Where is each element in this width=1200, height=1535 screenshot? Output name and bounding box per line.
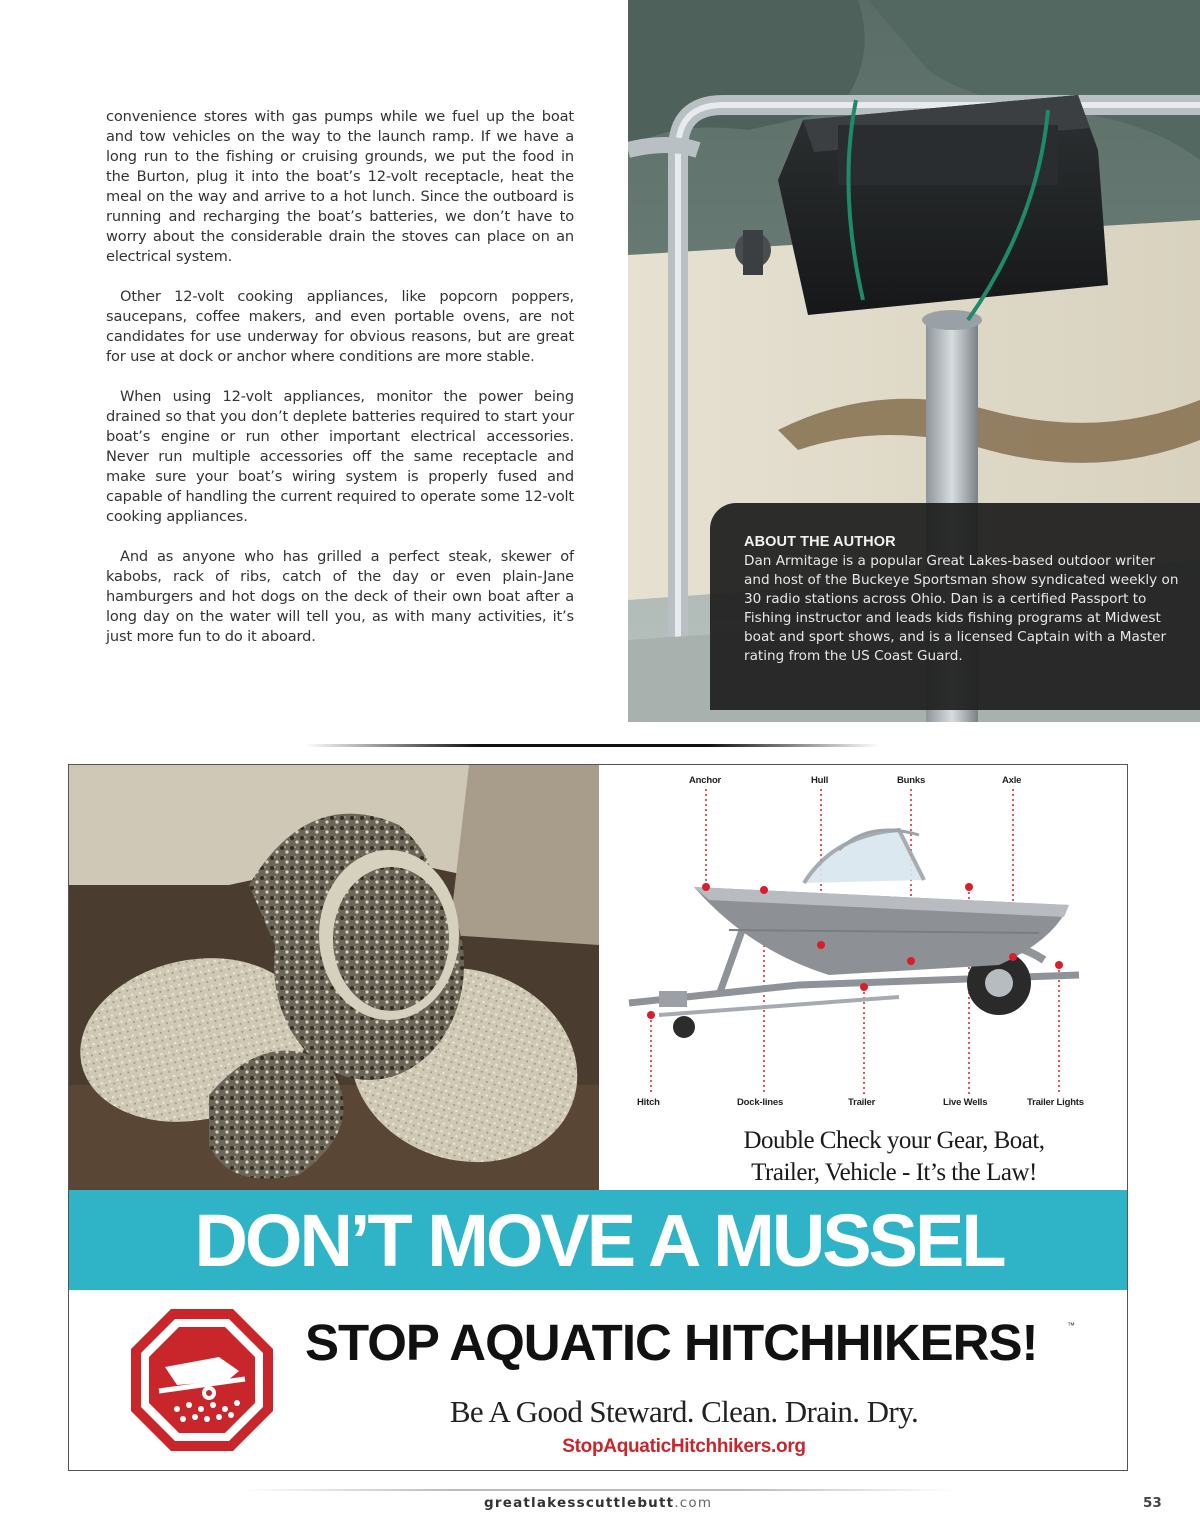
footer-site-tld: .com [674,1495,713,1511]
section-divider [305,744,880,747]
article-paragraph-4: And as anyone who has grilled a perfect steak, skewer of kabobs, rack of ribs, catch of the day or even plain-Jane hamburgers and hot dogs on the deck of their own boat after a long day on the water will tell you, as with many activities, it’s just more fun to do it aboard. [106,548,574,645]
about-the-author-box [710,503,1200,710]
boat-trailer-diagram [599,765,1128,1190]
page-number: 53 [1143,1495,1162,1511]
diagram-label-axle: Axle [1002,775,1022,786]
stop-hitchhikers-url[interactable]: StopAquaticHitchhikers.org [562,1436,806,1457]
double-check-message [684,1125,1104,1189]
banner-text: DON’T MOVE A MUSSEL [194,1199,1004,1282]
diagram-label-dock-lines: Dock-lines [737,1097,784,1108]
diagram-label-trailer-lights: Trailer Lights [1027,1097,1084,1108]
trademark-symbol: ™ [1067,1321,1075,1330]
mussel-propeller-photo [69,765,599,1190]
double-check-line-1: Double Check your Gear, Boat, [743,1127,1045,1154]
diagram-label-bunks: Bunks [897,775,926,786]
mussel-advertisement [68,764,1128,1471]
stop-sign-boat-ramp-icon [127,1305,277,1455]
diagram-label-hull: Hull [811,775,829,786]
article-paragraph-1: convenience stores with gas pumps while we fuel up the boat and tow vehicles on the way to the launch ramp. If we have a long run to the fishing or cruising grounds, we put the food in the Burton, plug it into the boat’s 12-volt receptacle, heat the meal on the way and arrive to a hot lunch. Since the outboard is running and recharging the boat’s batteries, we don’t have to worry about the considerable drain the stoves can place on an electrical system. [106,108,574,265]
diagram-label-trailer: Trailer [848,1097,876,1108]
footer-site-name: greatlakesscuttlebutt [484,1495,675,1511]
author-heading: ABOUT THE AUTHOR [744,534,896,550]
double-check-line-2: Trailer, Vehicle - It’s the Law! [751,1159,1037,1186]
diagram-label-hitch: Hitch [637,1097,660,1108]
dont-move-a-mussel-banner [69,1190,1128,1290]
article-body [106,107,574,667]
diagram-label-live-wells: Live Wells [943,1097,988,1108]
steward-slogan: Be A Good Steward. Clean. Drain. Dry. [449,1394,919,1429]
footer-divider [240,1489,955,1491]
footer-website[interactable] [484,1494,712,1512]
author-bio: Dan Armitage is a popular Great Lakes-based outdoor writer and host of the Buckeye Sportsman show syndicated weekly on 30 radio stations across Ohio. Dan is a certified Passport to Fishing instructor and leads kids fishing programs at Midwest boat and sport shows, and is a licensed Captain with a Master rating from the US Coast Guard. [744,553,1179,664]
diagram-label-anchor: Anchor [689,775,722,786]
stop-aquatic-hitchhikers-title: STOP AQUATIC HITCHHIKERS! [305,1314,1038,1371]
article-paragraph-3: When using 12-volt appliances, monitor the power being drained so that you don’t deplete batteries required to start your boat’s engine or run other important electrical accessories. Never run multiple accessories off the same receptacle and make sure your boat’s wiring system is properly fused and capable of handling the current required to operate some 12-volt cooking appliances. [106,388,574,525]
article-paragraph-2: Other 12-volt cooking appliances, like popcorn poppers, saucepans, coffee makers, and even portable ovens, are not candidates for use underway for obvious reasons, but are great for use at dock or anchor where conditions are more stable. [106,288,574,365]
